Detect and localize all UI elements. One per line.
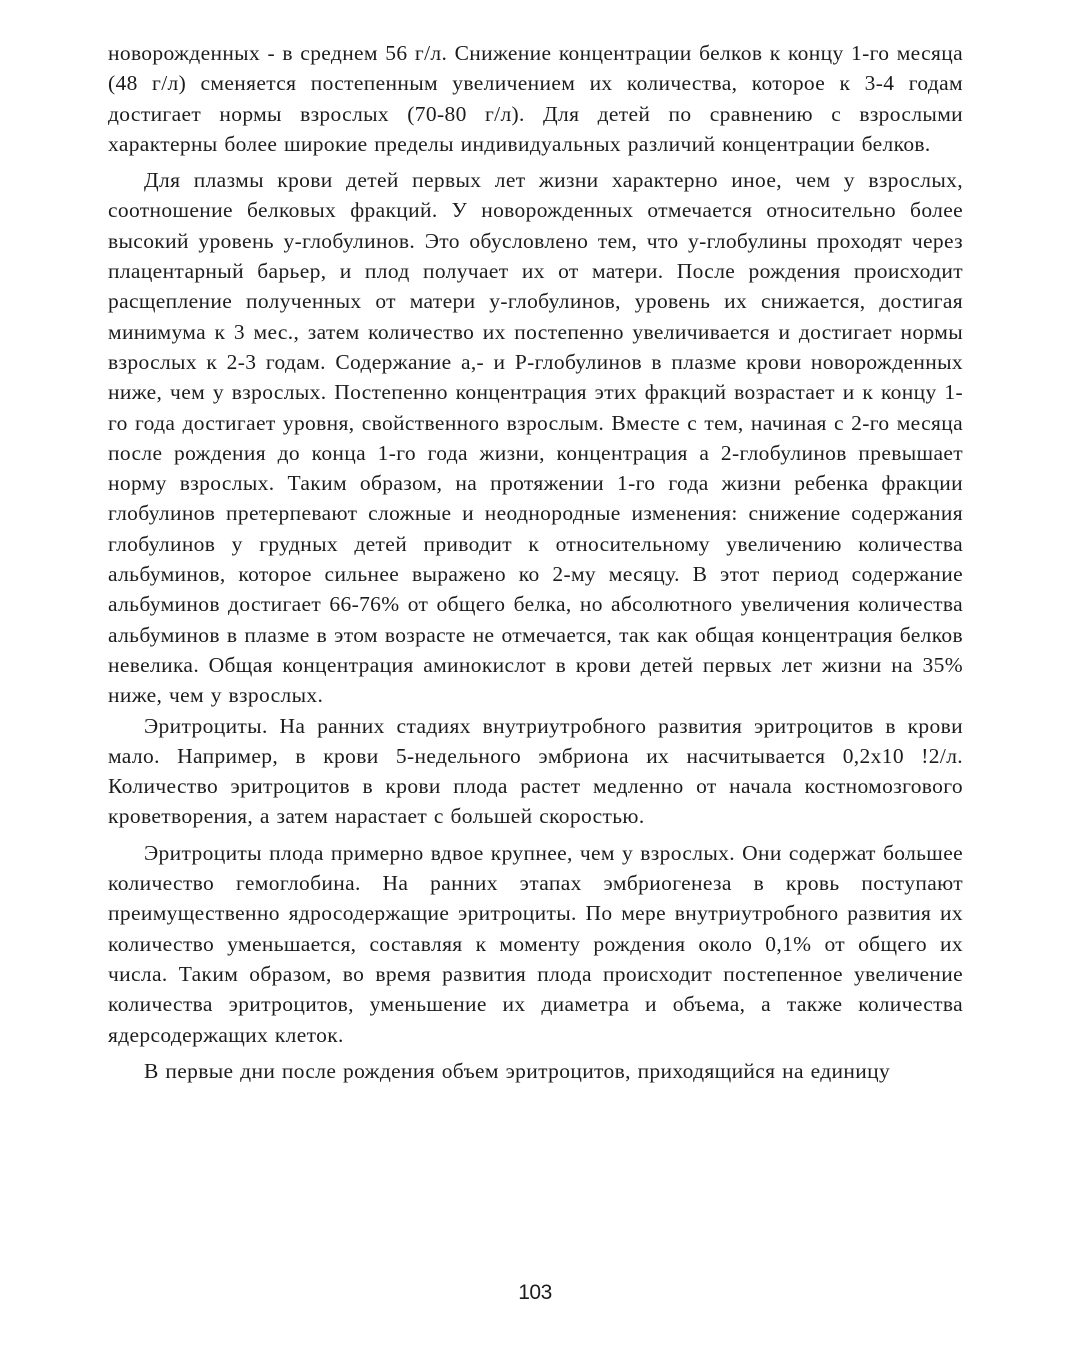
paragraph-protein-concentration: новорожденных - в среднем 56 г/л. Снижение концентрации белков к концу 1-го месяца (48 г/л) сменяется постепенным увеличением их количества, которое к 3-4 годам достигает нормы взрослых (70-80 г/л). Для детей по сравнению с взрослыми характерны более широкие пределы индивидуальных различий концентрации белков. — [108, 41, 963, 156]
page-number: 103 — [518, 1281, 552, 1304]
paragraph-first-days: В первые дни после рождения объем эритроцитов, приходящийся на единицу — [144, 1058, 891, 1083]
body-text — [108, 38, 963, 1086]
paragraph-protein-fractions: Для плазмы крови детей первых лет жизни характерно иное, чем у взрослых, соотношение белковых фракций. У новорожденных отмечается относительно более высокий уровень у-глобулинов. Это обусловлено тем, что у-глобулины проходят через плацентарный барьер, и плод получает их от матери. После рождения происходит расщепление полученных от матери у-глобулинов, уровень их снижается, достигая минимума к 3 мес., затем количество их постепенно увеличивается и достигает нормы взрослых к 2-3 годам. Содержание а,- и Р-глобулинов в плазме крови новорожденных ниже, чем у взрослых. Постепенно концентрация этих фракций возрастает и к концу 1-го года достигает уровня, свойственного взрослым. Вместе с тем, начиная с 2-го месяца после рождения до конца 1-го года жизни, концентрация а 2-глобулинов превышает норму взрослых. Таким образом, на протяжении 1-го года жизни ребенка фракции глобулинов претерпевают сложные и неоднородные изменения: снижение содержания глобулинов у грудных детей приводит к относительному увеличению количества альбуминов, которое сильнее выражено ко 2-му месяцу. В этот период содержание альбуминов достигает 66-76% от общего белка, но абсолютного увеличения количества альбуминов в плазме в этом возрасте не отмечается, так как общая концентрация белков невелика. Общая концентрация аминокислот в крови детей первых лет жизни на 35% ниже, чем у взрослых. — [108, 168, 963, 708]
paragraph-erythrocytes-fetal: Эритроциты плода примерно вдвое крупнее, чем у взрослых. Они содержат большее количество гемоглобина. На ранних этапах эмбриогенеза в кровь поступают преимущественно ядросодержащие эритроциты. По мере внутриутробного развития их количество уменьшается, составляя к моменту рождения около 0,1% от общего их числа. Таким образом, во время развития плода происходит постепенное увеличение количества эритроцитов, уменьшение их диаметра и объема, а также количества ядерсодержащих клеток. — [108, 840, 963, 1047]
paragraph-erythrocytes-early: Эритроциты. На ранних стадиях внутриутробного развития эритроцитов в крови мало. Например, в крови 5-недельного эмбриона их насчитывается 0,2х10 !2/л. Количество эритроцитов в крови плода растет медленно от начала костномозгового кроветворения, а затем нарастает с большей скоростью. — [108, 713, 963, 829]
